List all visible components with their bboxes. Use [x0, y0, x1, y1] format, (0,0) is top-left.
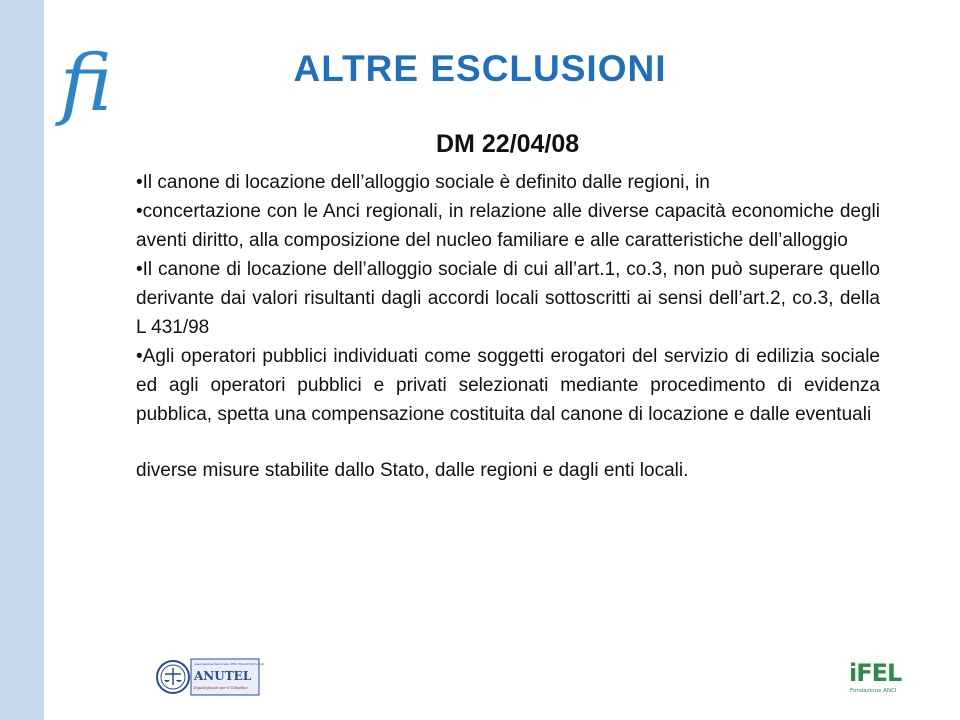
body-text	[136, 168, 880, 485]
ifel-caption: Fondazione ANCI	[850, 688, 897, 694]
page-subtitle: DM 22/04/08	[436, 130, 580, 158]
anutel-logo	[156, 658, 265, 696]
page-title: ALTRE ESCLUSIONI	[293, 48, 667, 89]
paragraph-5: diverse misure stabilite dallo Stato, dalle regioni e dagli enti locali.	[136, 460, 689, 481]
anutel-caption: Associazione Nazionale Uffici Tributi Enti Locali	[194, 662, 265, 666]
ifel-name: iFEL	[849, 659, 902, 687]
ifel-logo	[848, 654, 902, 698]
paragraph-3: •Il canone di locazione dell’alloggio sociale di cui all’art.1, co.3, non può superare quello derivante dai valori risultanti dagli accordi locali sottoscritti ai sensi dell’art.2, co.3, della L 431/98	[136, 259, 880, 338]
side-band	[0, 0, 44, 720]
paragraph-1: •Il canone di locazione dell’alloggio sociale è definito dalle regioni, in	[136, 172, 710, 193]
anutel-name: ANUTEL	[194, 669, 252, 683]
paragraph-4: •Agli operatori pubblici individuati come soggetti erogatori del servizio di edilizia sociale ed agli operatori pubblici e privati selezionati mediante procedimento di evidenza pubblica, spetta una compensazione costituita dal canone di locazione e dalle eventuali	[136, 346, 880, 425]
paragraph-2: •concertazione con le Anci regionali, in relazione alle diverse capacità economiche degli aventi diritto, alla composizione del nucleo familiare e alle caratteristiche dell’alloggio	[136, 201, 880, 251]
fi-logo-glyph: fi	[60, 39, 113, 129]
anutel-motto: Equità fiscale per il Cittadino	[194, 686, 248, 690]
